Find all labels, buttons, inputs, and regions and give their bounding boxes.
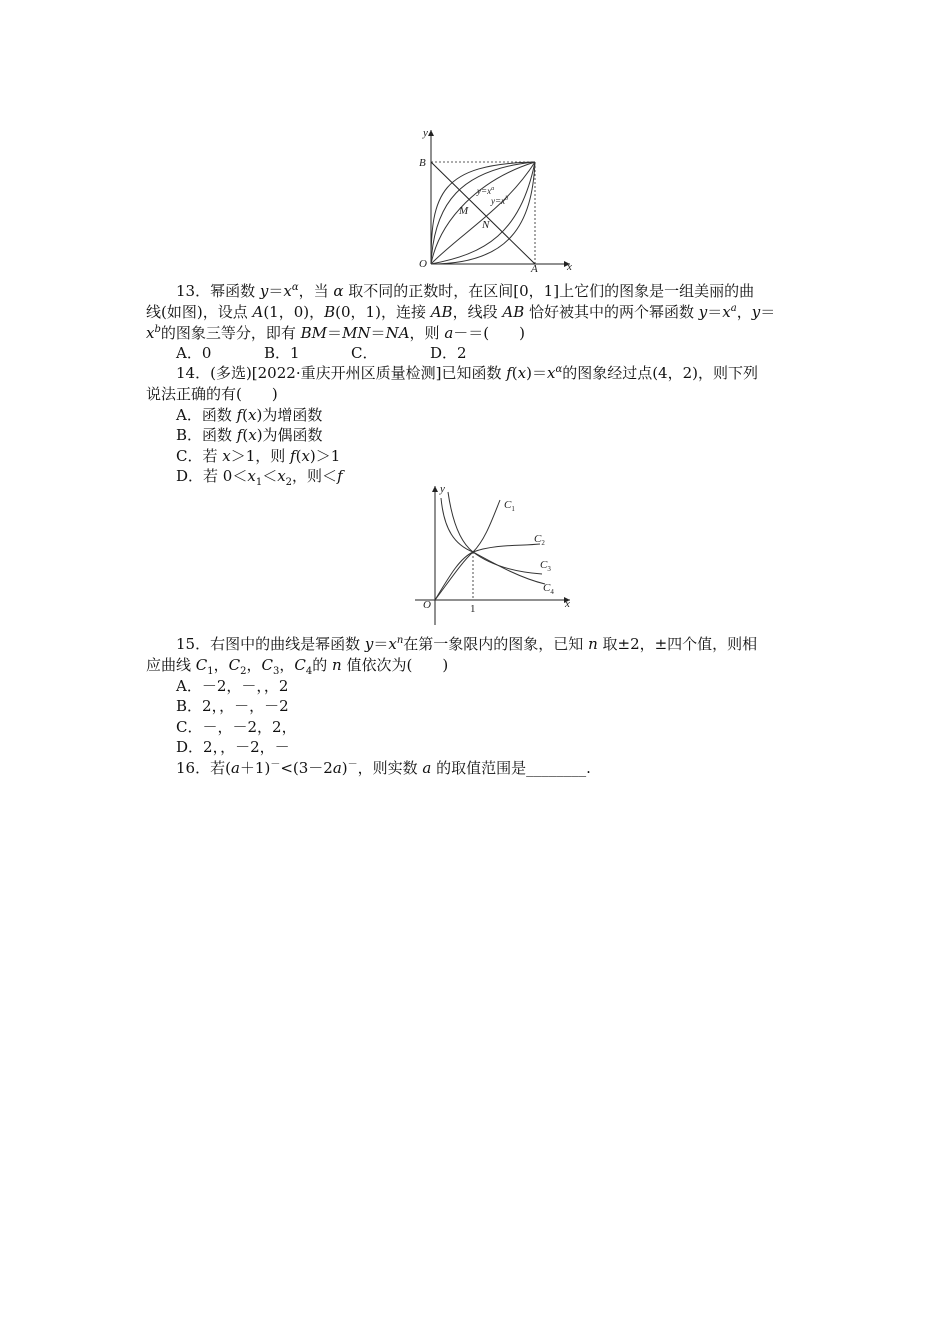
q15-option-a: A．－2，－，，2 — [176, 677, 289, 695]
fig2-C3-label: $C_3$ — [540, 559, 551, 573]
q14-option-d: D．若 $0<x_1<x_2$，则＜f — [176, 467, 343, 488]
q13-option-c: C． — [351, 344, 378, 362]
fig2-O-label: O — [423, 599, 431, 611]
fig1-B-label: B — [419, 157, 426, 169]
fig1-x-label: x — [567, 261, 572, 273]
q13-line-2: 线(如图)，设点 A(1，0)，B(0，1)，连接 AB，线段 AB 恰好被其中的两个幂函数 $y=x^a$，y＝ — [146, 303, 776, 321]
q16-line: 16．若(a＋1)－<(3－2a)－，则实数 a 的取值范围是________. — [176, 759, 591, 777]
q14-line-2: 说法正确的有( ) — [146, 385, 278, 403]
q15-option-b: B．2，，－，－2 — [176, 697, 289, 715]
q15-line-2: 应曲线 $C_1$，$C_2$，$C_3$，$C_4$的 n 值依次为( ) — [146, 656, 449, 677]
q13-option-d: D．2 — [430, 344, 467, 362]
fig1-O-label: O — [419, 258, 427, 270]
fig1-eq-b: $y=x^b$ — [491, 196, 509, 206]
fig2-y-label: y — [440, 483, 445, 495]
q13-option-b: B．1 — [264, 344, 300, 362]
fig2-tick-1: 1 — [470, 603, 476, 615]
fig2-x-label: x — [565, 598, 570, 610]
q15-line-1: 15．右图中的曲线是幂函数 $y=x^n$在第一象限内的图象，已知 n 取±2，±四个值，则相 — [176, 635, 758, 653]
q14-option-b: B．函数 f(x)为偶函数 — [176, 426, 323, 444]
q13-line-3: $x^b$的图象三等分，即有 BM＝MN＝NA，则 a－＝( ) — [146, 324, 525, 342]
q14-line-1: 14．(多选)[2022·重庆开州区质量检测]已知函数 $f(x)=x^\alpha$的图象经过点(4，2)，则下列 — [176, 364, 758, 382]
fig2-C4-label: $C_4$ — [543, 582, 554, 596]
fig2-C2-label: $C_2$ — [534, 533, 545, 547]
q13-option-a: A．0 — [176, 344, 212, 362]
q15-option-d: D．2，，－2，－ — [176, 738, 290, 756]
q14-option-c: C．若 x＞1，则 f(x)＞1 — [176, 447, 341, 465]
q13-line-1: 13．幂函数 $y=x^\alpha$，当 α 取不同的正数时，在区间[0，1]上它们的图象是一组美丽的曲 — [176, 282, 755, 300]
fig1-A-label: A — [531, 263, 538, 274]
figure-power-functions-unit-square — [410, 124, 575, 274]
q14-option-a: A．函数 f(x)为增函数 — [176, 406, 323, 424]
figure-power-curves-C1-C4 — [410, 480, 580, 630]
fig1-y-label: y — [423, 127, 428, 139]
fig1-M-label: M — [459, 205, 469, 217]
fig2-C1-label: $C_1$ — [504, 499, 515, 513]
fig1-N-label: N — [482, 219, 490, 231]
fig1-eq-a: $y=x^a$ — [477, 186, 495, 196]
q15-option-c: C．－，－2，2， — [176, 718, 297, 736]
